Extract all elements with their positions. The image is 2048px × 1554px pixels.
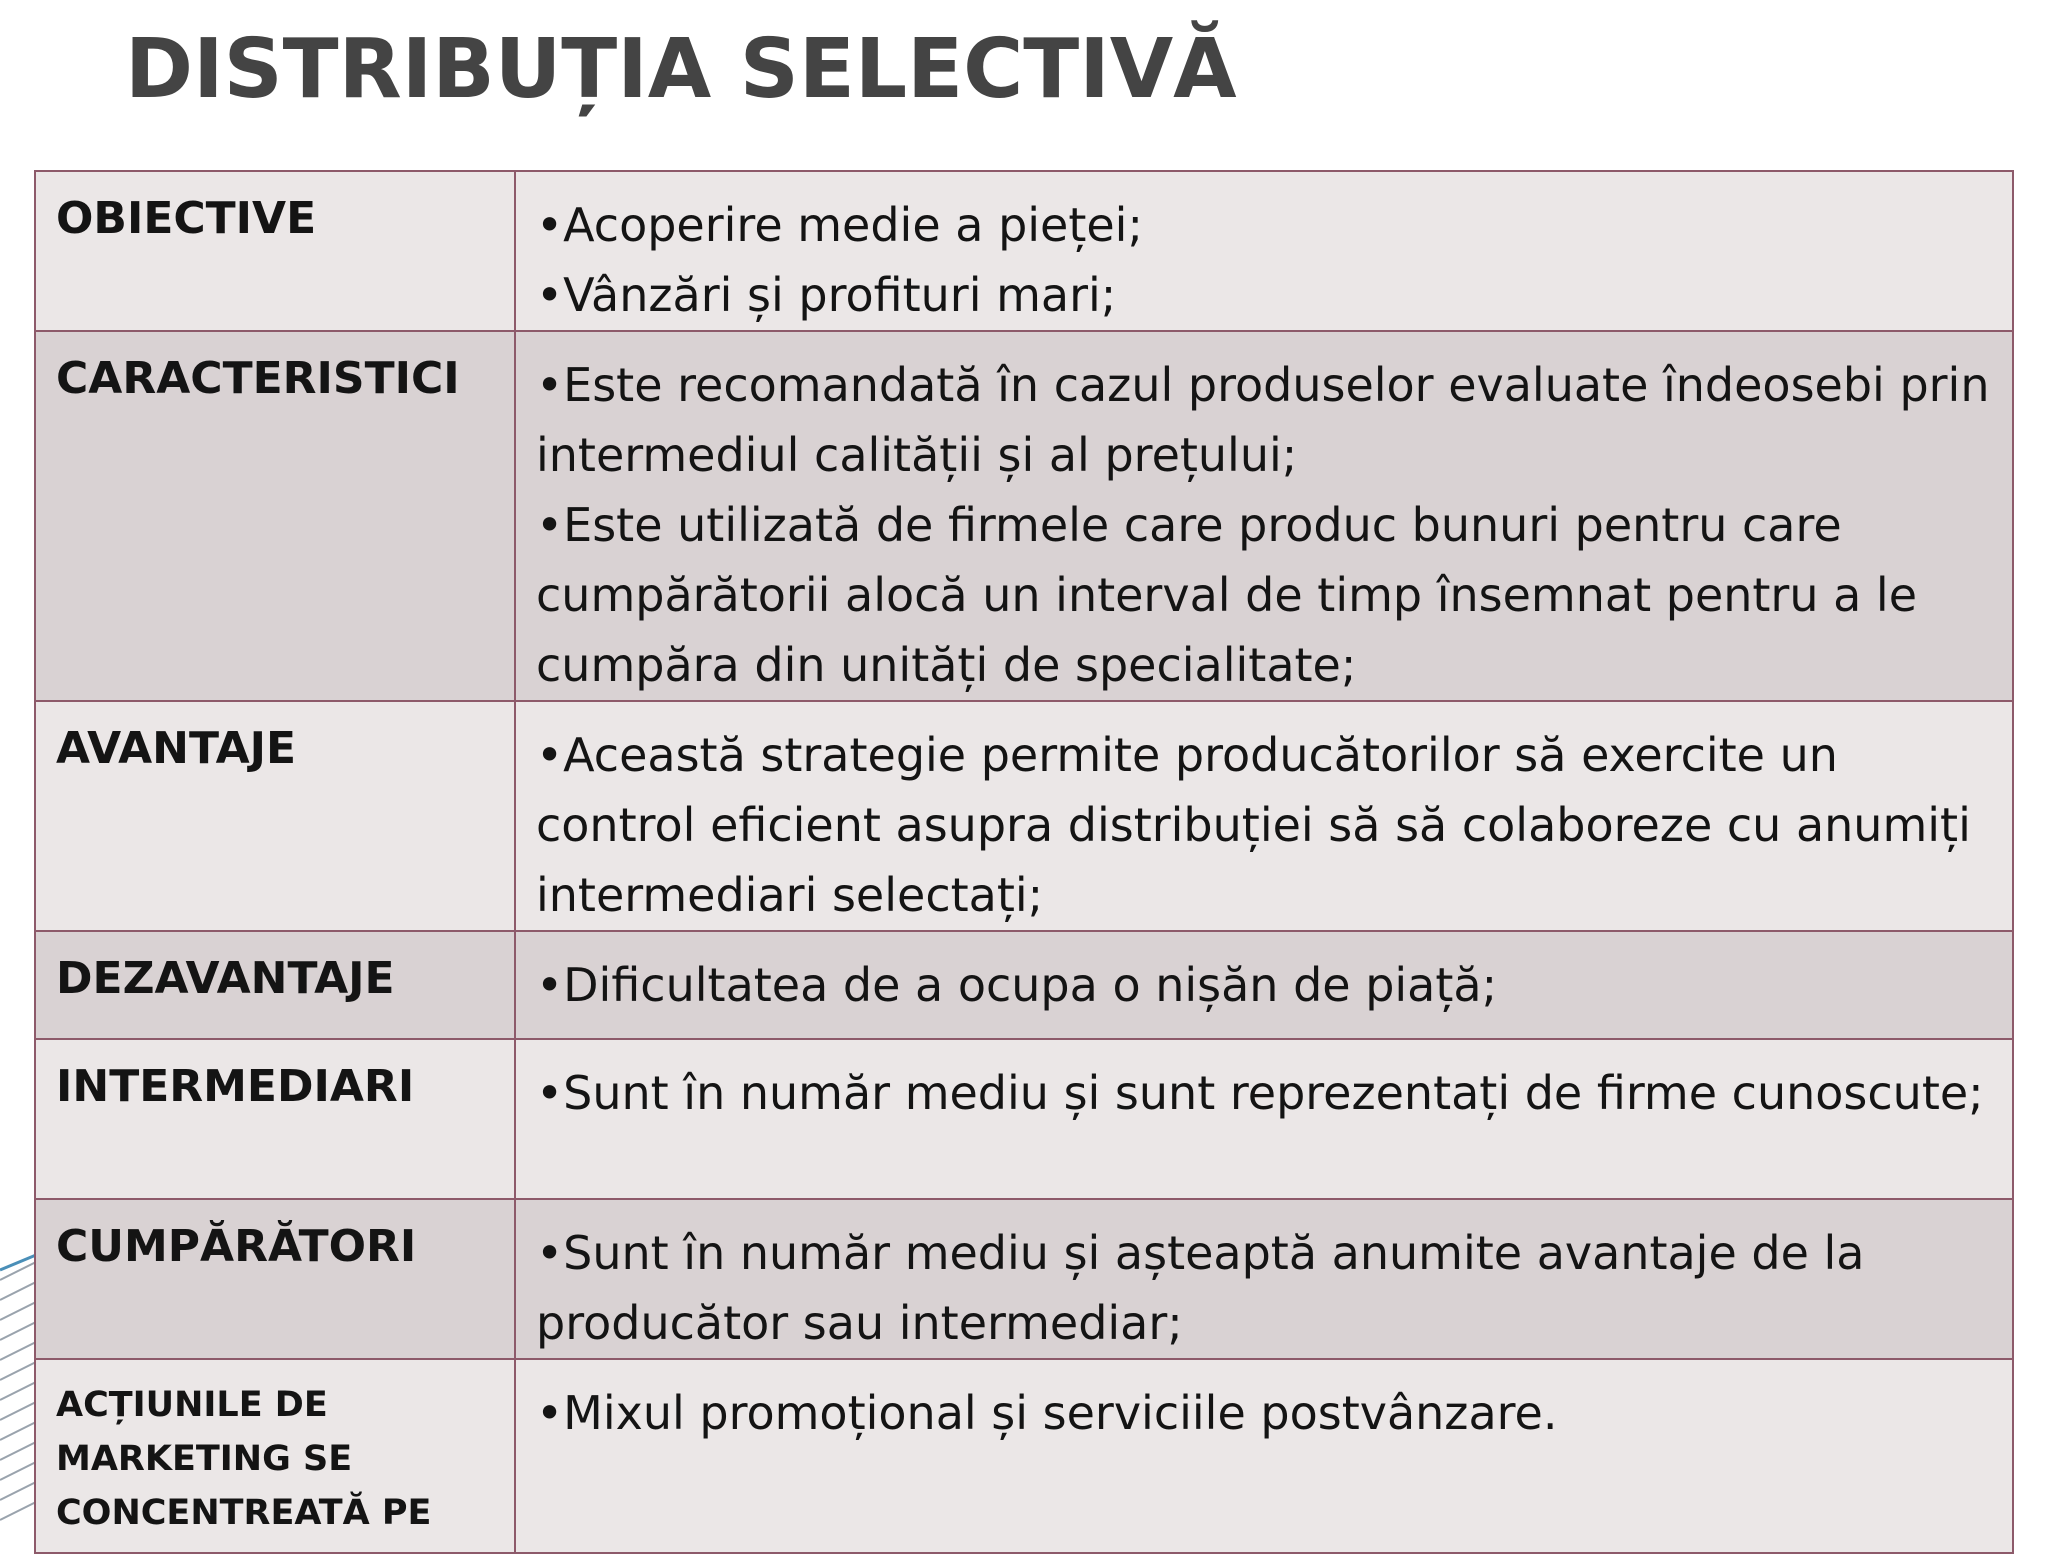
row-label: INTERMEDIARI (56, 1061, 415, 1112)
strategy-table (34, 170, 2014, 1554)
row-label-cell (35, 701, 515, 931)
row-content (536, 1378, 1992, 1448)
table-row (35, 331, 2013, 701)
table-row (35, 1359, 2013, 1553)
table-row (35, 931, 2013, 1039)
row-label-cell (35, 1359, 515, 1553)
page-title: DISTRIBUȚIA SELECTIVĂ (125, 22, 1237, 117)
row-content (536, 350, 1992, 700)
row-content-cell (515, 701, 2013, 931)
row-content-cell (515, 171, 2013, 331)
row-label-cell (35, 171, 515, 331)
row-content (536, 1218, 1992, 1358)
row-content (536, 1058, 1992, 1128)
row-content-cell (515, 931, 2013, 1039)
row-label: ACȚIUNILE DE MARKETING SE CONCENTREATĂ PE (56, 1385, 432, 1533)
bullet-item: •Dificultatea de a ocupa o nișăn de piață; (536, 958, 1498, 1012)
row-label-cell (35, 931, 515, 1039)
bullet-item: •Sunt în număr mediu și așteaptă anumite avantaje de la producător sau intermediar; (536, 1226, 1865, 1350)
table-row (35, 1199, 2013, 1359)
row-label-cell (35, 1199, 515, 1359)
row-label: AVANTAJE (56, 723, 297, 774)
bullet-item: •Vânzări și profituri mari; (536, 268, 1117, 322)
bullet-item: •Mixul promoțional și serviciile postvânzare. (536, 1386, 1558, 1440)
row-content-cell (515, 331, 2013, 701)
row-content-cell (515, 1359, 2013, 1553)
row-content-cell (515, 1199, 2013, 1359)
bullet-item: •Această strategie permite producătorilor să exercite un control eficient asupra distribuției să să colaboreze cu anumiți intermediari selectați; (536, 728, 1971, 922)
table-row (35, 1039, 2013, 1199)
row-label-cell (35, 1039, 515, 1199)
row-label: DEZAVANTAJE (56, 953, 395, 1004)
row-label: OBIECTIVE (56, 193, 317, 244)
row-content (536, 720, 1992, 930)
bullet-item: •Sunt în număr mediu și sunt reprezentați de firme cunoscute; (536, 1066, 1984, 1120)
row-label: CARACTERISTICI (56, 353, 460, 404)
row-content-cell (515, 1039, 2013, 1199)
bullet-item: •Este recomandată în cazul produselor evaluate îndeosebi prin intermediul calității și al prețului; (536, 358, 1990, 482)
bullet-item: •Acoperire medie a pieței; (536, 198, 1143, 252)
table-row (35, 171, 2013, 331)
row-label-cell (35, 331, 515, 701)
table-row (35, 701, 2013, 931)
row-content (536, 950, 1992, 1020)
bullet-item: •Este utilizată de firmele care produc bunuri pentru care cumpărătorii alocă un interval de timp însemnat pentru a le cumpăra din unități de specialitate; (536, 498, 1918, 692)
row-content (536, 190, 1992, 330)
row-label: CUMPĂRĂTORI (56, 1221, 417, 1272)
